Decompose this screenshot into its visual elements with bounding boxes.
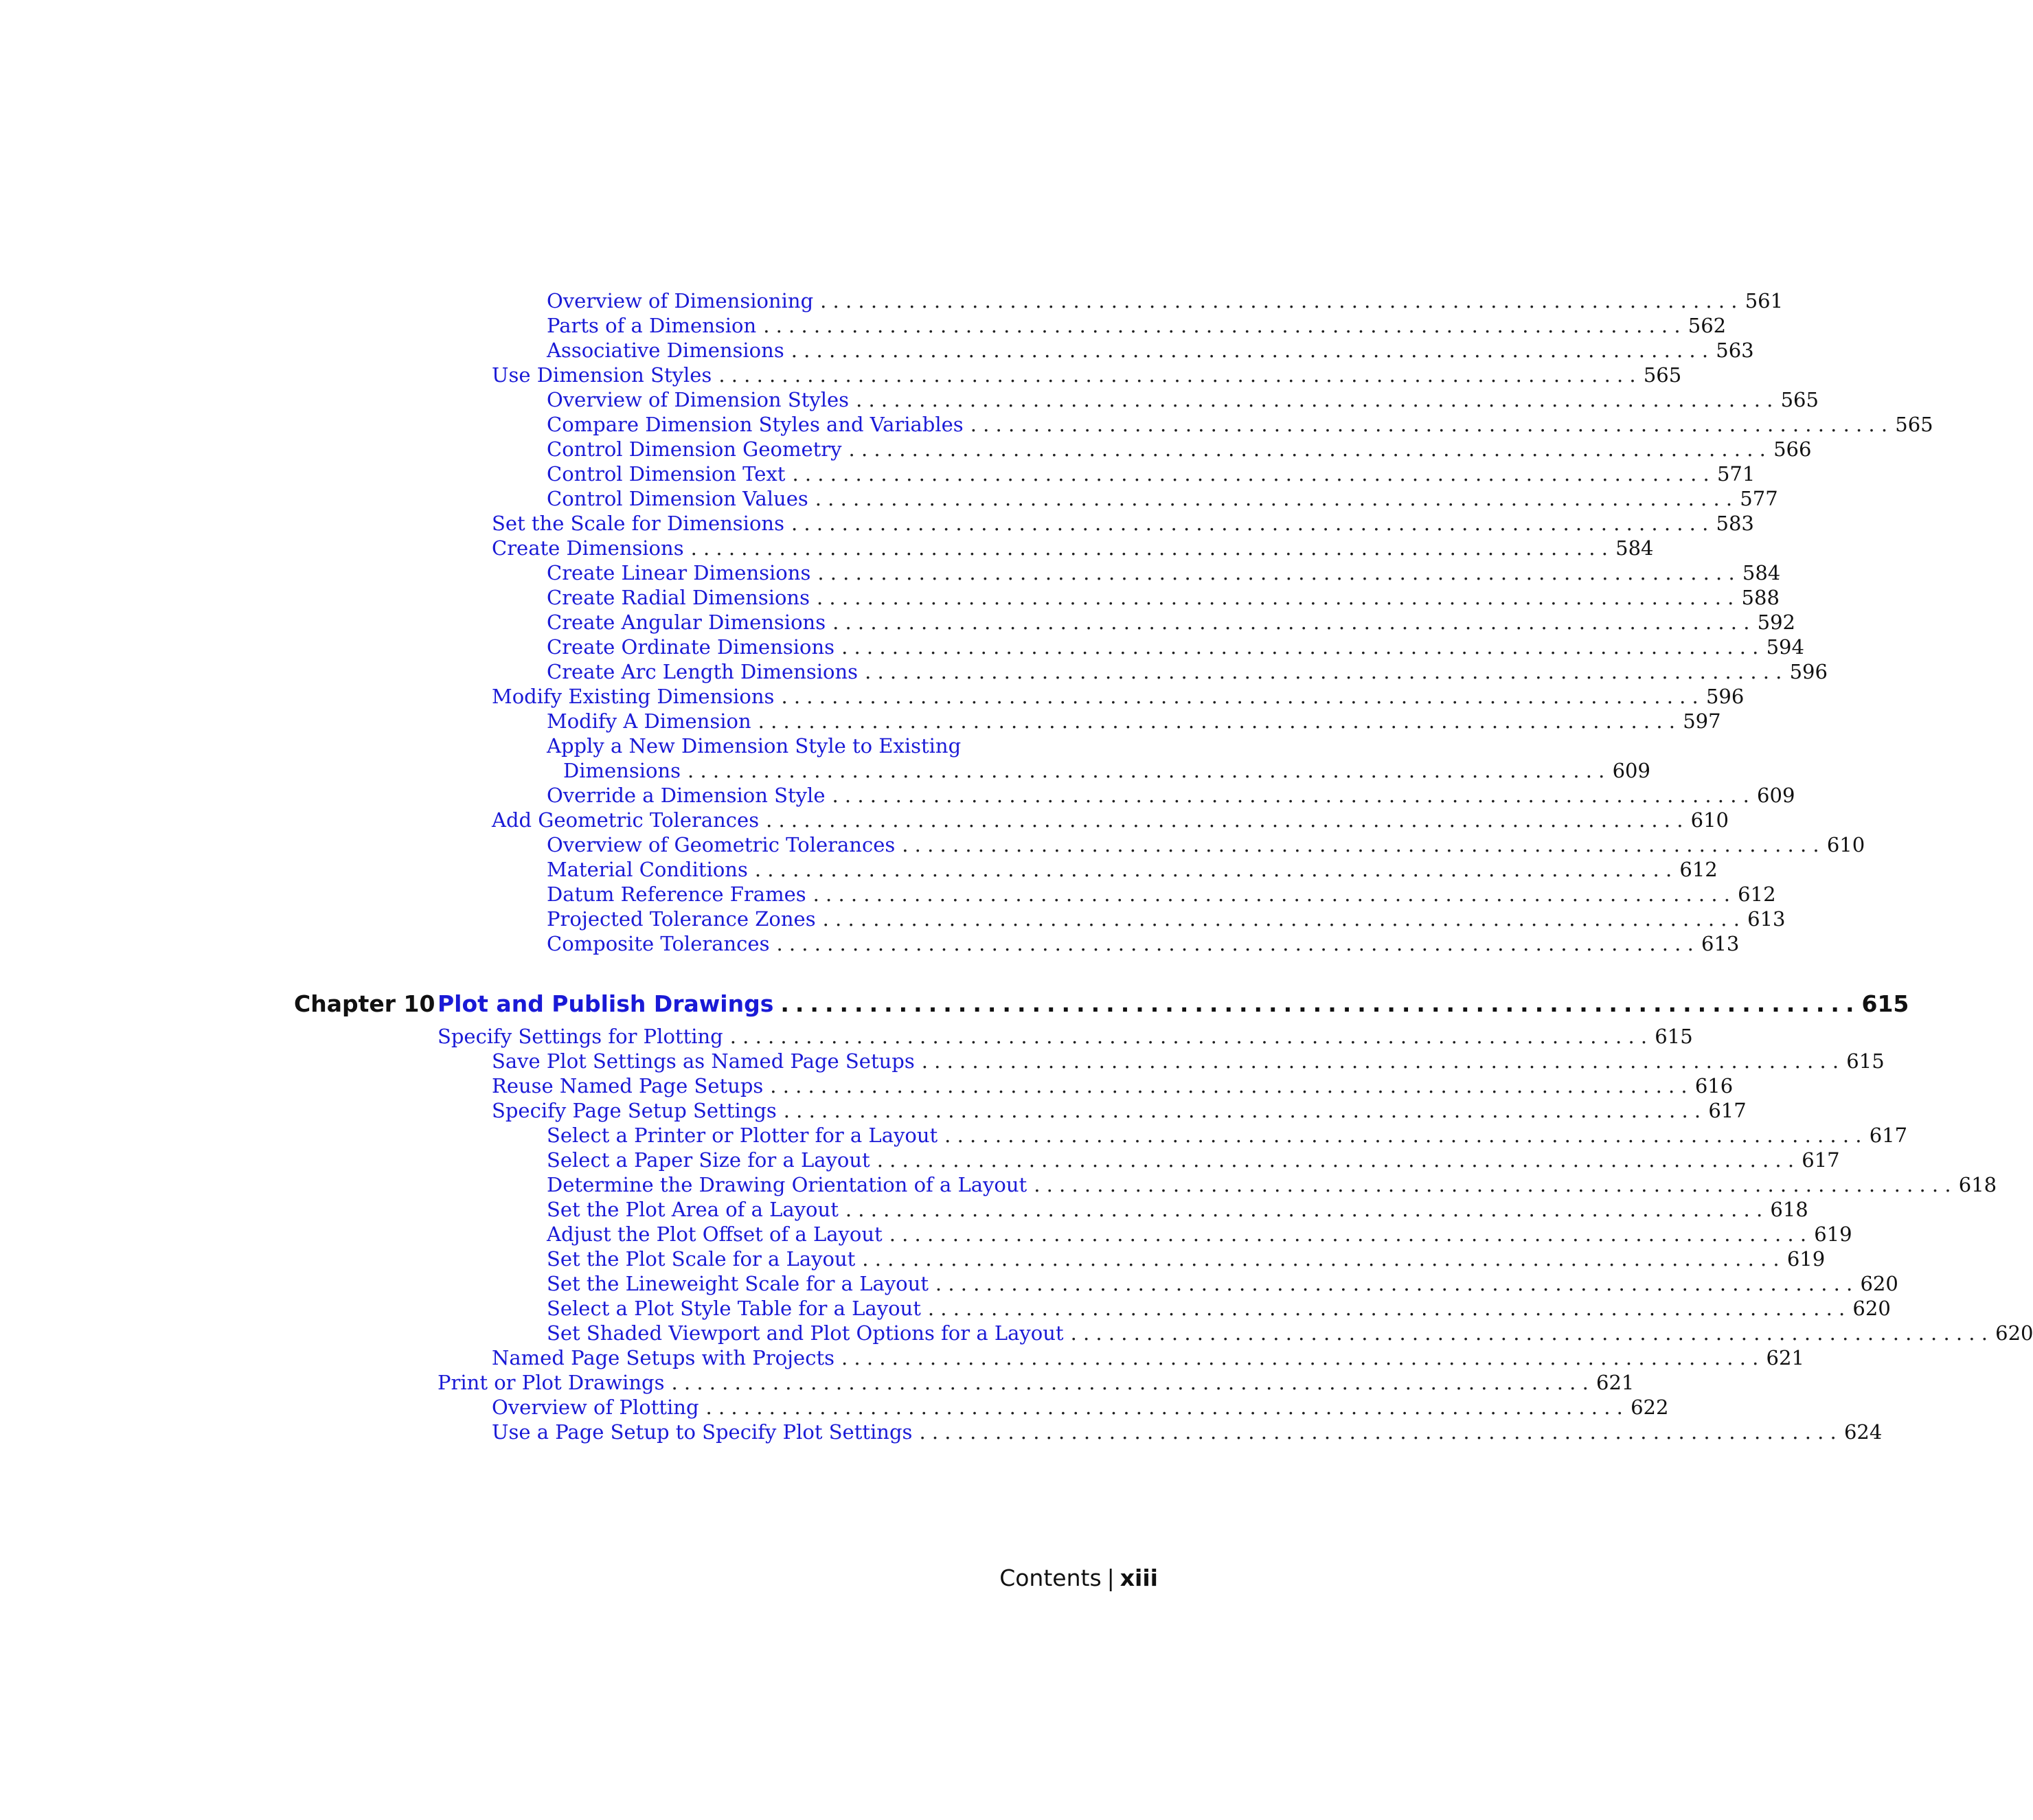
toc-entry[interactable] [547, 312, 1727, 339]
toc-entry[interactable] [438, 1369, 1635, 1396]
dot-leader: ......................................................................... [876, 1148, 1801, 1172]
dot-leader: ......................................................................... [791, 339, 1715, 362]
toc-entry-page[interactable]: 621 [1766, 1346, 1804, 1369]
dot-leader: ......................................................................... [770, 1074, 1694, 1097]
toc-entry-title[interactable]: Modify A Dimension [547, 709, 751, 733]
chapter-label: Chapter 10 [294, 990, 435, 1017]
dot-leader: ......................................................................... [927, 1297, 1852, 1320]
toc-entry-title[interactable]: Control Dimension Text [547, 462, 786, 486]
toc-entry-title[interactable]: Overview of Geometric Tolerances [547, 833, 896, 856]
toc-entry-page[interactable]: 563 [1716, 339, 1754, 362]
toc-entry[interactable] [547, 1196, 1808, 1223]
toc-entry-title[interactable]: Set Shaded Viewport and Plot Options for a Layout [547, 1321, 1064, 1345]
toc-entry[interactable] [547, 658, 1828, 685]
toc-entry-page[interactable]: 565 [1643, 363, 1682, 387]
dot-leader: ......................................................................... [781, 685, 1705, 708]
dot-leader: ......................................................................... [970, 413, 1894, 436]
dot-leader: ......................................................................... [919, 1420, 1843, 1444]
toc-entry-title[interactable]: Select a Printer or Plotter for a Layout [547, 1124, 938, 1147]
toc-entry-page[interactable]: 588 [1741, 586, 1780, 609]
toc-entry-page[interactable]: 566 [1773, 437, 1812, 461]
toc-entry[interactable] [547, 1270, 1898, 1297]
toc-entry-page[interactable]: 596 [1789, 660, 1828, 683]
toc-entry[interactable] [547, 435, 1812, 463]
dot-leader: ......................................................................... [815, 487, 1739, 510]
toc-entry-page[interactable]: 612 [1738, 883, 1776, 906]
toc-entry[interactable] [492, 1072, 1734, 1100]
dot-leader: ......................................................................... [791, 512, 1715, 535]
dot-leader: ......................................................................... [690, 536, 1615, 560]
toc-entry[interactable] [547, 633, 1804, 661]
toc-entry-page[interactable]: 584 [1742, 561, 1781, 584]
toc-entry[interactable] [547, 287, 1784, 315]
toc-entry[interactable] [547, 1245, 1826, 1273]
toc-entry-page[interactable]: 565 [1780, 388, 1819, 411]
dot-leader: ......................................................................... [688, 759, 1611, 782]
toc-entry-page[interactable]: 562 [1688, 314, 1727, 337]
toc-entry[interactable] [492, 1418, 1883, 1446]
dot-leader: ......................................................................... [763, 314, 1687, 337]
toc-entry-title[interactable]: Create Radial Dimensions [547, 586, 810, 609]
toc-entry[interactable] [547, 460, 1756, 488]
dot-leader: ......................................................................... [1034, 1173, 1957, 1196]
dot-leader: ......................................................................... [817, 586, 1740, 609]
toc-entry-page[interactable]: 584 [1615, 536, 1654, 560]
footer-separator: | [1106, 1565, 1115, 1591]
toc-entry-page[interactable]: 561 [1745, 289, 1784, 312]
dot-leader: ......................................................................... [944, 1124, 1868, 1147]
toc-entry-title[interactable]: Parts of a Dimension [547, 314, 757, 337]
toc-entry[interactable] [547, 559, 1781, 587]
chapter-entry[interactable] [438, 989, 1909, 1019]
toc-entry-title[interactable]: Control Dimension Values [547, 487, 808, 510]
toc-entry-title[interactable]: Set the Plot Area of a Layout [547, 1198, 839, 1221]
toc-entry-page[interactable]: 615 [1655, 1025, 1693, 1048]
toc-entry-page[interactable]: 618 [1958, 1173, 1997, 1196]
dot-leader: ......................................................................... [921, 1049, 1845, 1073]
dot-leader: ......................................................................... [813, 883, 1737, 906]
toc-entry[interactable] [547, 337, 1754, 364]
toc-entry-page[interactable]: 577 [1740, 487, 1778, 510]
toc-entry-title[interactable]: Create Dimensions [492, 536, 684, 560]
dot-leader: ......................................................................... [776, 932, 1701, 955]
toc-entry-page[interactable]: 583 [1716, 512, 1754, 535]
dot-leader: ......................................................................... [841, 1346, 1765, 1369]
dot-leader: ......................................................................... [822, 907, 1747, 931]
dot-leader: ......................................................................... [865, 660, 1788, 683]
toc-entry-title[interactable]: Named Page Setups with Projects [492, 1346, 834, 1369]
toc-entry-title[interactable]: Add Geometric Tolerances [492, 808, 760, 832]
toc-entry-title[interactable]: Projected Tolerance Zones [547, 907, 816, 931]
toc-entry-title[interactable]: Create Arc Length Dimensions [547, 660, 859, 683]
dot-leader: ......................................................................... [671, 1371, 1595, 1394]
page-footer [999, 1562, 1158, 1594]
toc-entry[interactable] [547, 782, 1795, 809]
toc-entry-title[interactable]: Create Ordinate Dimensions [547, 635, 835, 659]
dot-leader: ......................................................................... [1070, 1321, 1995, 1345]
chapter-title[interactable]: Plot and Publish Drawings [438, 990, 774, 1017]
toc-entry-title[interactable]: Datum Reference Frames [547, 883, 806, 906]
chapter-page[interactable]: 615 [1861, 990, 1909, 1017]
dot-leader: ......................................................................... [729, 1025, 1654, 1048]
dot-leader: ......................................................................... [832, 784, 1756, 807]
toc-entry-page[interactable]: 610 [1690, 808, 1729, 832]
footer-page-number: xiii [1120, 1565, 1158, 1591]
toc-entry[interactable] [547, 1171, 1997, 1198]
toc-entry[interactable] [547, 411, 1933, 438]
dot-leader: ......................................................................... [848, 437, 1773, 461]
toc-entry-title[interactable]: Overview of Dimension Styles [547, 388, 850, 411]
toc-entry-title[interactable]: Set the Plot Scale for a Layout [547, 1247, 856, 1271]
toc-entry-page[interactable]: 565 [1895, 413, 1933, 436]
toc-entry-page[interactable]: 617 [1802, 1148, 1840, 1172]
toc-entry-title[interactable]: Specify Page Setup Settings [492, 1099, 777, 1122]
toc-entry[interactable] [547, 584, 1780, 611]
toc-entry-page[interactable]: 592 [1757, 611, 1795, 634]
toc-entry-title[interactable]: Use Dimension Styles [492, 363, 712, 387]
toc-entry[interactable] [547, 880, 1776, 908]
toc-entry-title[interactable]: Control Dimension Geometry [547, 437, 842, 461]
dot-leader: ......................................................................... [758, 709, 1682, 733]
toc-entry[interactable] [492, 1047, 1885, 1075]
toc-entry-title[interactable]: Select a Paper Size for a Layout [547, 1148, 870, 1172]
toc-entry-page[interactable]: 617 [1708, 1099, 1747, 1122]
toc-entry-title[interactable]: Override a Dimension Style [547, 784, 826, 807]
toc-entry[interactable] [492, 1097, 1747, 1124]
toc-entry-title[interactable]: Create Linear Dimensions [547, 561, 811, 584]
toc-entry[interactable] [547, 1146, 1840, 1174]
toc-entry[interactable] [492, 1344, 1804, 1372]
toc-entry[interactable] [547, 1319, 2033, 1347]
toc-entry[interactable] [547, 1122, 1908, 1149]
toc-entry[interactable] [492, 1394, 1669, 1421]
footer-section: Contents [999, 1565, 1102, 1591]
toc-entry[interactable] [547, 831, 1865, 858]
dot-leader: ......................................................................... [935, 1272, 1859, 1295]
toc-entry[interactable] [492, 683, 1745, 710]
toc-entry-title[interactable]: Reuse Named Page Setups [492, 1074, 764, 1097]
dot-leader: ......................................................................... [832, 611, 1756, 634]
dot-leader: ......................................................................... [856, 388, 1780, 411]
toc-entry-title-line1[interactable]: Apply a New Dimension Style to Existing [547, 734, 962, 758]
toc-entry-page[interactable]: 619 [1814, 1222, 1852, 1246]
toc-entry-title[interactable]: Set the Scale for Dimensions [492, 512, 784, 535]
dot-leader: ......................................................................... [718, 363, 1642, 387]
toc-entry[interactable] [547, 386, 1819, 413]
toc-entry-title[interactable]: Adjust the Plot Offset of a Layout [547, 1222, 883, 1246]
toc-entry[interactable] [547, 856, 1718, 883]
dot-leader: ......................................................................... [754, 858, 1679, 881]
dot-leader: ......................................................................... [783, 1099, 1707, 1122]
toc-entry-title[interactable]: Material Conditions [547, 858, 748, 881]
toc-entry-title[interactable]: Associative Dimensions [547, 339, 784, 362]
toc-entry-title[interactable]: Overview of Plotting [492, 1396, 699, 1419]
toc-entry-page[interactable]: 571 [1716, 462, 1756, 486]
toc-entry[interactable] [492, 534, 1654, 562]
toc-entry-page[interactable]: 621 [1596, 1371, 1635, 1394]
toc-entry-page[interactable]: 594 [1766, 635, 1804, 659]
toc-entry-title[interactable]: Use a Page Setup to Specify Plot Settings [492, 1420, 913, 1444]
toc-entry-page[interactable]: 612 [1679, 858, 1718, 881]
toc-entry-page[interactable]: 617 [1869, 1124, 1908, 1147]
toc-entry-page[interactable]: 610 [1826, 833, 1865, 856]
toc-entry-page[interactable]: 624 [1843, 1420, 1883, 1444]
toc-entry-title[interactable]: Select a Plot Style Table for a Layout [547, 1297, 921, 1320]
toc-entry[interactable] [492, 806, 1729, 834]
toc-entry-title[interactable]: Print or Plot Drawings [438, 1371, 665, 1394]
toc-entry-page[interactable]: 613 [1747, 907, 1786, 931]
toc-entry-page[interactable]: 616 [1694, 1074, 1734, 1097]
dot-leader: ......................................................................... [792, 462, 1716, 486]
toc-entry-page[interactable]: 615 [1846, 1049, 1885, 1073]
toc-entry-title[interactable]: Create Angular Dimensions [547, 611, 826, 634]
dot-leader: ......................................................................... [862, 1247, 1786, 1271]
dot-leader: ......................................................................... [820, 289, 1744, 312]
toc-entry[interactable] [563, 757, 1650, 784]
toc-entry[interactable] [547, 707, 1721, 735]
toc-entry-page[interactable]: 596 [1705, 685, 1745, 708]
dot-leader: ......................................................................... [902, 833, 1826, 856]
toc-entry[interactable] [438, 1023, 1693, 1050]
toc-entry-title[interactable]: Determine the Drawing Orientation of a Layout [547, 1173, 1027, 1196]
dot-leader: ......................................................................... [889, 1222, 1813, 1246]
toc-entry-page[interactable]: 620 [1995, 1321, 2033, 1345]
toc-entry[interactable] [547, 1220, 1852, 1248]
toc-entry-title[interactable]: Specify Settings for Plotting [438, 1025, 723, 1048]
toc-entry-title[interactable]: Overview of Dimensioning [547, 289, 814, 312]
dot-leader: ......................................................................... [841, 635, 1765, 659]
toc-entry-page[interactable]: 620 [1860, 1272, 1898, 1295]
toc-entry[interactable] [547, 485, 1778, 512]
toc-entry[interactable] [547, 930, 1740, 957]
toc-entry-title[interactable]: Save Plot Settings as Named Page Setups [492, 1049, 915, 1073]
dot-leader: ......................................................................... [817, 561, 1741, 584]
toc-entry-page[interactable]: 622 [1631, 1396, 1669, 1419]
dot-leader: ......................................................................... [705, 1396, 1630, 1419]
toc-entry-title[interactable]: Set the Lineweight Scale for a Layout [547, 1272, 929, 1295]
toc-entry-page[interactable]: 619 [1786, 1247, 1826, 1271]
dot-leader: ......................................................................... [766, 808, 1690, 832]
toc-entry[interactable] [492, 510, 1754, 537]
toc-entry-title[interactable]: Dimensions [563, 759, 681, 782]
toc-entry-page[interactable]: 618 [1770, 1198, 1808, 1221]
toc-entry-title[interactable]: Compare Dimension Styles and Variables [547, 413, 964, 436]
toc-entry[interactable] [492, 361, 1682, 389]
toc-entry-page[interactable]: 620 [1852, 1297, 1891, 1320]
toc-entry-page[interactable]: 613 [1701, 932, 1740, 955]
toc-entry[interactable] [547, 608, 1795, 636]
toc-entry-page[interactable]: 597 [1683, 709, 1721, 733]
dot-leader: ......................................................................... [780, 990, 1861, 1017]
toc-entry-page[interactable]: 609 [1757, 784, 1795, 807]
dot-leader: ......................................................................... [845, 1198, 1769, 1221]
toc-entry-title[interactable]: Modify Existing Dimensions [492, 685, 775, 708]
toc-entry[interactable] [547, 1295, 1891, 1322]
toc-entry[interactable] [547, 905, 1786, 933]
toc-entry-title[interactable]: Composite Tolerances [547, 932, 770, 955]
toc-entry-page[interactable]: 609 [1612, 759, 1650, 782]
